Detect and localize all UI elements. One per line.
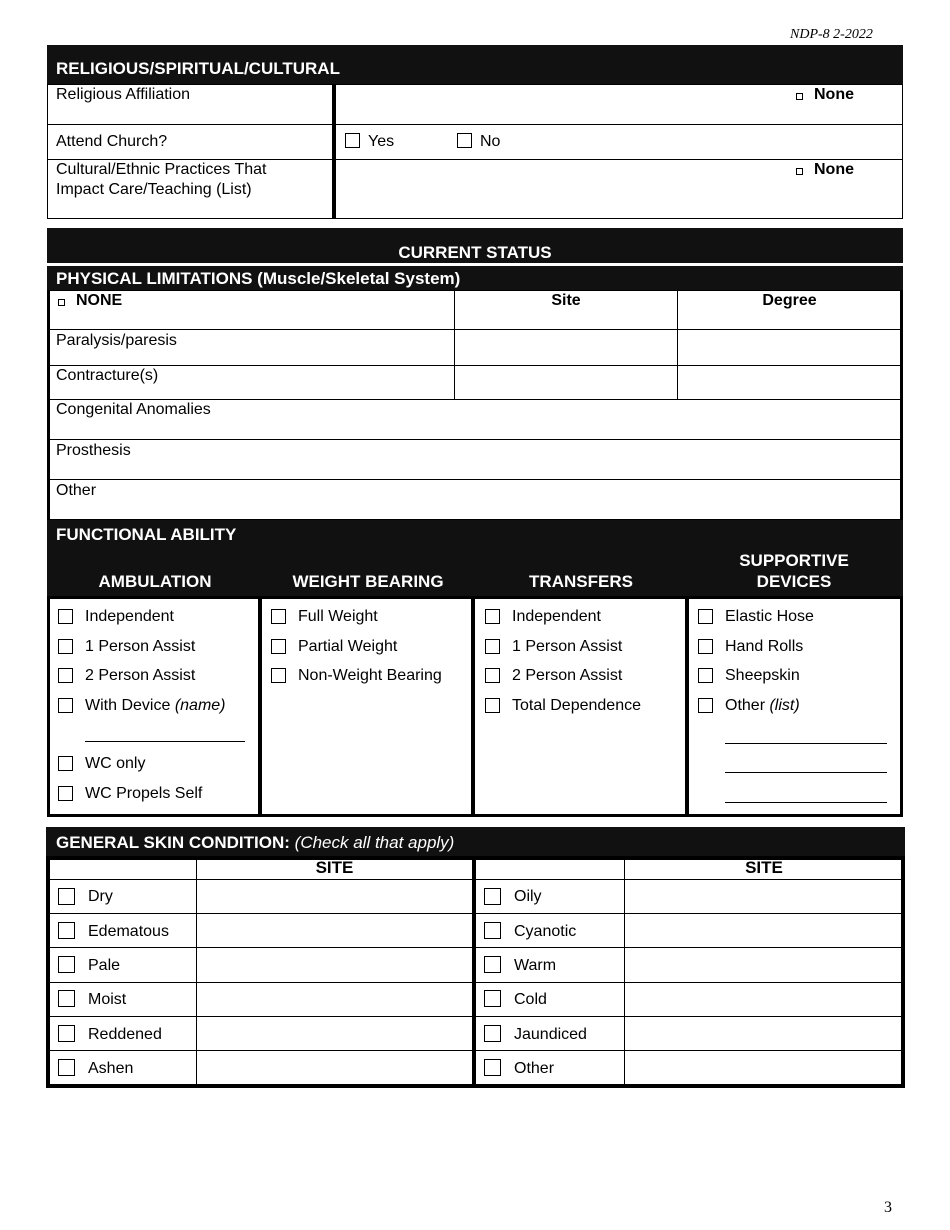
- skin-ashen-site-input[interactable]: [197, 1051, 472, 1084]
- attend-church-label: Attend Church?: [56, 133, 168, 150]
- skin-edematous-site-input[interactable]: [197, 914, 472, 947]
- skin-moist-label: Moist: [88, 991, 127, 1008]
- physical-limitations-header: PHYSICAL LIMITATIONS (Muscle/Skeletal System): [47, 266, 903, 290]
- transfers-2-person-label: 2 Person Assist: [512, 667, 623, 684]
- transfers-total-dependence-label: Total Dependence: [512, 697, 641, 714]
- transfers-2-person-checkbox[interactable]: [485, 668, 500, 683]
- hand-rolls-label: Hand Rolls: [725, 638, 804, 655]
- full-weight-checkbox[interactable]: [271, 609, 286, 624]
- supportive-other-hint: (list): [769, 697, 800, 714]
- contracture-label: Contracture(s): [56, 367, 159, 384]
- ambulation-independent-checkbox[interactable]: [58, 609, 73, 624]
- transfers-1-person-checkbox[interactable]: [485, 639, 500, 654]
- skin-cold-site-input[interactable]: [625, 983, 903, 1016]
- religious-none-checkbox[interactable]: [796, 93, 803, 100]
- skin-edematous-label: Edematous: [88, 923, 169, 940]
- transfers-header: TRANSFERS: [529, 572, 633, 591]
- ambulation-wc-only-label: WC only: [85, 755, 146, 772]
- with-device-hint: (name): [174, 697, 226, 714]
- transfers-total-dependence-checkbox[interactable]: [485, 698, 500, 713]
- other-limitation-label: Other: [56, 482, 97, 499]
- ambulation-2-person-checkbox[interactable]: [58, 668, 73, 683]
- elastic-hose-label: Elastic Hose: [725, 608, 814, 625]
- skin-other-label: Other: [514, 1060, 555, 1077]
- degree-column-header: Degree: [762, 292, 817, 309]
- ambulation-2-person-label: 2 Person Assist: [85, 667, 196, 684]
- supportive-other-checkbox[interactable]: [698, 698, 713, 713]
- sheepskin-label: Sheepskin: [725, 667, 800, 684]
- contracture-site-input[interactable]: [455, 366, 677, 399]
- skin-jaundiced-site-input[interactable]: [625, 1017, 903, 1050]
- physical-none-checkbox[interactable]: [58, 299, 65, 306]
- other-limitation-input[interactable]: [110, 480, 900, 519]
- site-column-header: Site: [551, 292, 581, 309]
- functional-ability-header: FUNCTIONAL ABILITY: [56, 525, 237, 544]
- ambulation-wc-propels-checkbox[interactable]: [58, 786, 73, 801]
- skin-moist-site-input[interactable]: [197, 983, 472, 1016]
- supportive-header-line1: SUPPORTIVE: [739, 551, 849, 570]
- prosthesis-input[interactable]: [150, 440, 900, 479]
- cultural-none-label: None: [814, 161, 854, 178]
- paralysis-degree-input[interactable]: [678, 330, 901, 365]
- skin-cyanotic-checkbox[interactable]: [484, 922, 501, 939]
- skin-oily-label: Oily: [514, 888, 542, 905]
- skin-cold-label: Cold: [514, 991, 547, 1008]
- current-status-bar: [47, 228, 903, 263]
- divider: [471, 596, 475, 817]
- transfers-1-person-label: 1 Person Assist: [512, 638, 623, 655]
- skin-edematous-checkbox[interactable]: [58, 922, 75, 939]
- supportive-other-line-3[interactable]: [725, 802, 887, 803]
- skin-oily-site-input[interactable]: [625, 880, 903, 913]
- divider: [332, 84, 336, 219]
- divider: [47, 124, 903, 125]
- skin-reddened-site-input[interactable]: [197, 1017, 472, 1050]
- supportive-header-line2: DEVICES: [756, 572, 832, 591]
- skin-moist-checkbox[interactable]: [58, 990, 75, 1007]
- skin-warm-checkbox[interactable]: [484, 956, 501, 973]
- skin-warm-site-input[interactable]: [625, 948, 903, 981]
- partial-weight-checkbox[interactable]: [271, 639, 286, 654]
- skin-dry-checkbox[interactable]: [58, 888, 75, 905]
- skin-jaundiced-checkbox[interactable]: [484, 1025, 501, 1042]
- skin-header: GENERAL SKIN CONDITION:: [56, 833, 290, 852]
- paralysis-label: Paralysis/paresis: [56, 332, 177, 349]
- church-yes-checkbox[interactable]: [345, 133, 360, 148]
- skin-ashen-label: Ashen: [88, 1060, 134, 1077]
- supportive-other-text: Other: [725, 697, 766, 714]
- functional-header-bar: [47, 520, 903, 596]
- supportive-other-label: [725, 697, 800, 715]
- form-code: NDP-8 2-2022: [790, 27, 873, 42]
- church-no-label: No: [480, 133, 501, 150]
- skin-other-checkbox[interactable]: [484, 1059, 501, 1076]
- skin-other-site-input[interactable]: [625, 1051, 903, 1084]
- skin-site-header-right: SITE: [745, 858, 783, 877]
- with-device-text: With Device: [85, 697, 171, 714]
- skin-oily-checkbox[interactable]: [484, 888, 501, 905]
- contracture-degree-input[interactable]: [678, 366, 901, 399]
- skin-pale-label: Pale: [88, 957, 121, 974]
- skin-dry-site-input[interactable]: [197, 880, 472, 913]
- church-yes-label: Yes: [368, 133, 395, 150]
- congenital-anomalies-input[interactable]: [230, 400, 900, 439]
- partial-weight-label: Partial Weight: [298, 638, 398, 655]
- divider: [685, 596, 689, 817]
- prosthesis-label: Prosthesis: [56, 442, 131, 459]
- supportive-other-line-1[interactable]: [725, 743, 887, 744]
- skin-site-header-left: SITE: [315, 858, 354, 877]
- ambulation-with-device-checkbox[interactable]: [58, 698, 73, 713]
- skin-ashen-checkbox[interactable]: [58, 1059, 75, 1076]
- ambulation-wc-propels-label: WC Propels Self: [85, 785, 203, 802]
- skin-dry-label: Dry: [88, 888, 113, 905]
- elastic-hose-checkbox[interactable]: [698, 609, 713, 624]
- skin-cyanotic-site-input[interactable]: [625, 914, 903, 947]
- hand-rolls-checkbox[interactable]: [698, 639, 713, 654]
- church-no-checkbox[interactable]: [457, 133, 472, 148]
- non-weight-bearing-label: Non-Weight Bearing: [298, 667, 442, 684]
- sheepskin-checkbox[interactable]: [698, 668, 713, 683]
- full-weight-label: Full Weight: [298, 608, 378, 625]
- paralysis-site-input[interactable]: [455, 330, 677, 365]
- ambulation-independent-label: Independent: [85, 608, 174, 625]
- supportive-other-line-2[interactable]: [725, 772, 887, 773]
- device-name-line[interactable]: [85, 741, 245, 742]
- cultural-label-line2: Impact Care/Teaching (List): [56, 181, 252, 198]
- skin-header-note: (Check all that apply): [294, 833, 455, 852]
- page-number: 3: [884, 1199, 892, 1216]
- skin-cold-checkbox[interactable]: [484, 990, 501, 1007]
- religious-affiliation-label: Religious Affiliation: [56, 86, 191, 103]
- religious-header: RELIGIOUS/SPIRITUAL/CULTURAL: [47, 45, 903, 84]
- skin-cyanotic-label: Cyanotic: [514, 923, 577, 940]
- ambulation-with-device-label: [85, 697, 226, 715]
- non-weight-bearing-checkbox[interactable]: [271, 668, 286, 683]
- skin-pale-site-input[interactable]: [197, 948, 472, 981]
- weight-bearing-header: WEIGHT BEARING: [292, 572, 444, 591]
- skin-jaundiced-label: Jaundiced: [514, 1026, 587, 1043]
- cultural-label-line1: Cultural/Ethnic Practices That: [56, 161, 267, 178]
- skin-warm-label: Warm: [514, 957, 557, 974]
- transfers-independent-checkbox[interactable]: [485, 609, 500, 624]
- divider: [258, 596, 262, 817]
- divider: [472, 856, 476, 1088]
- skin-pale-checkbox[interactable]: [58, 956, 75, 973]
- transfers-independent-label: Independent: [512, 608, 601, 625]
- ambulation-1-person-checkbox[interactable]: [58, 639, 73, 654]
- skin-reddened-label: Reddened: [88, 1026, 162, 1043]
- ambulation-header: AMBULATION: [98, 572, 212, 591]
- ambulation-wc-only-checkbox[interactable]: [58, 756, 73, 771]
- congenital-anomalies-label: Congenital Anomalies: [56, 401, 211, 418]
- skin-header-bar: [46, 827, 905, 856]
- current-status-header: CURRENT STATUS: [398, 243, 552, 262]
- cultural-none-checkbox[interactable]: [796, 168, 803, 175]
- skin-reddened-checkbox[interactable]: [58, 1025, 75, 1042]
- ambulation-1-person-label: 1 Person Assist: [85, 638, 196, 655]
- religious-none-label: None: [814, 86, 854, 103]
- physical-none-label: NONE: [76, 292, 123, 309]
